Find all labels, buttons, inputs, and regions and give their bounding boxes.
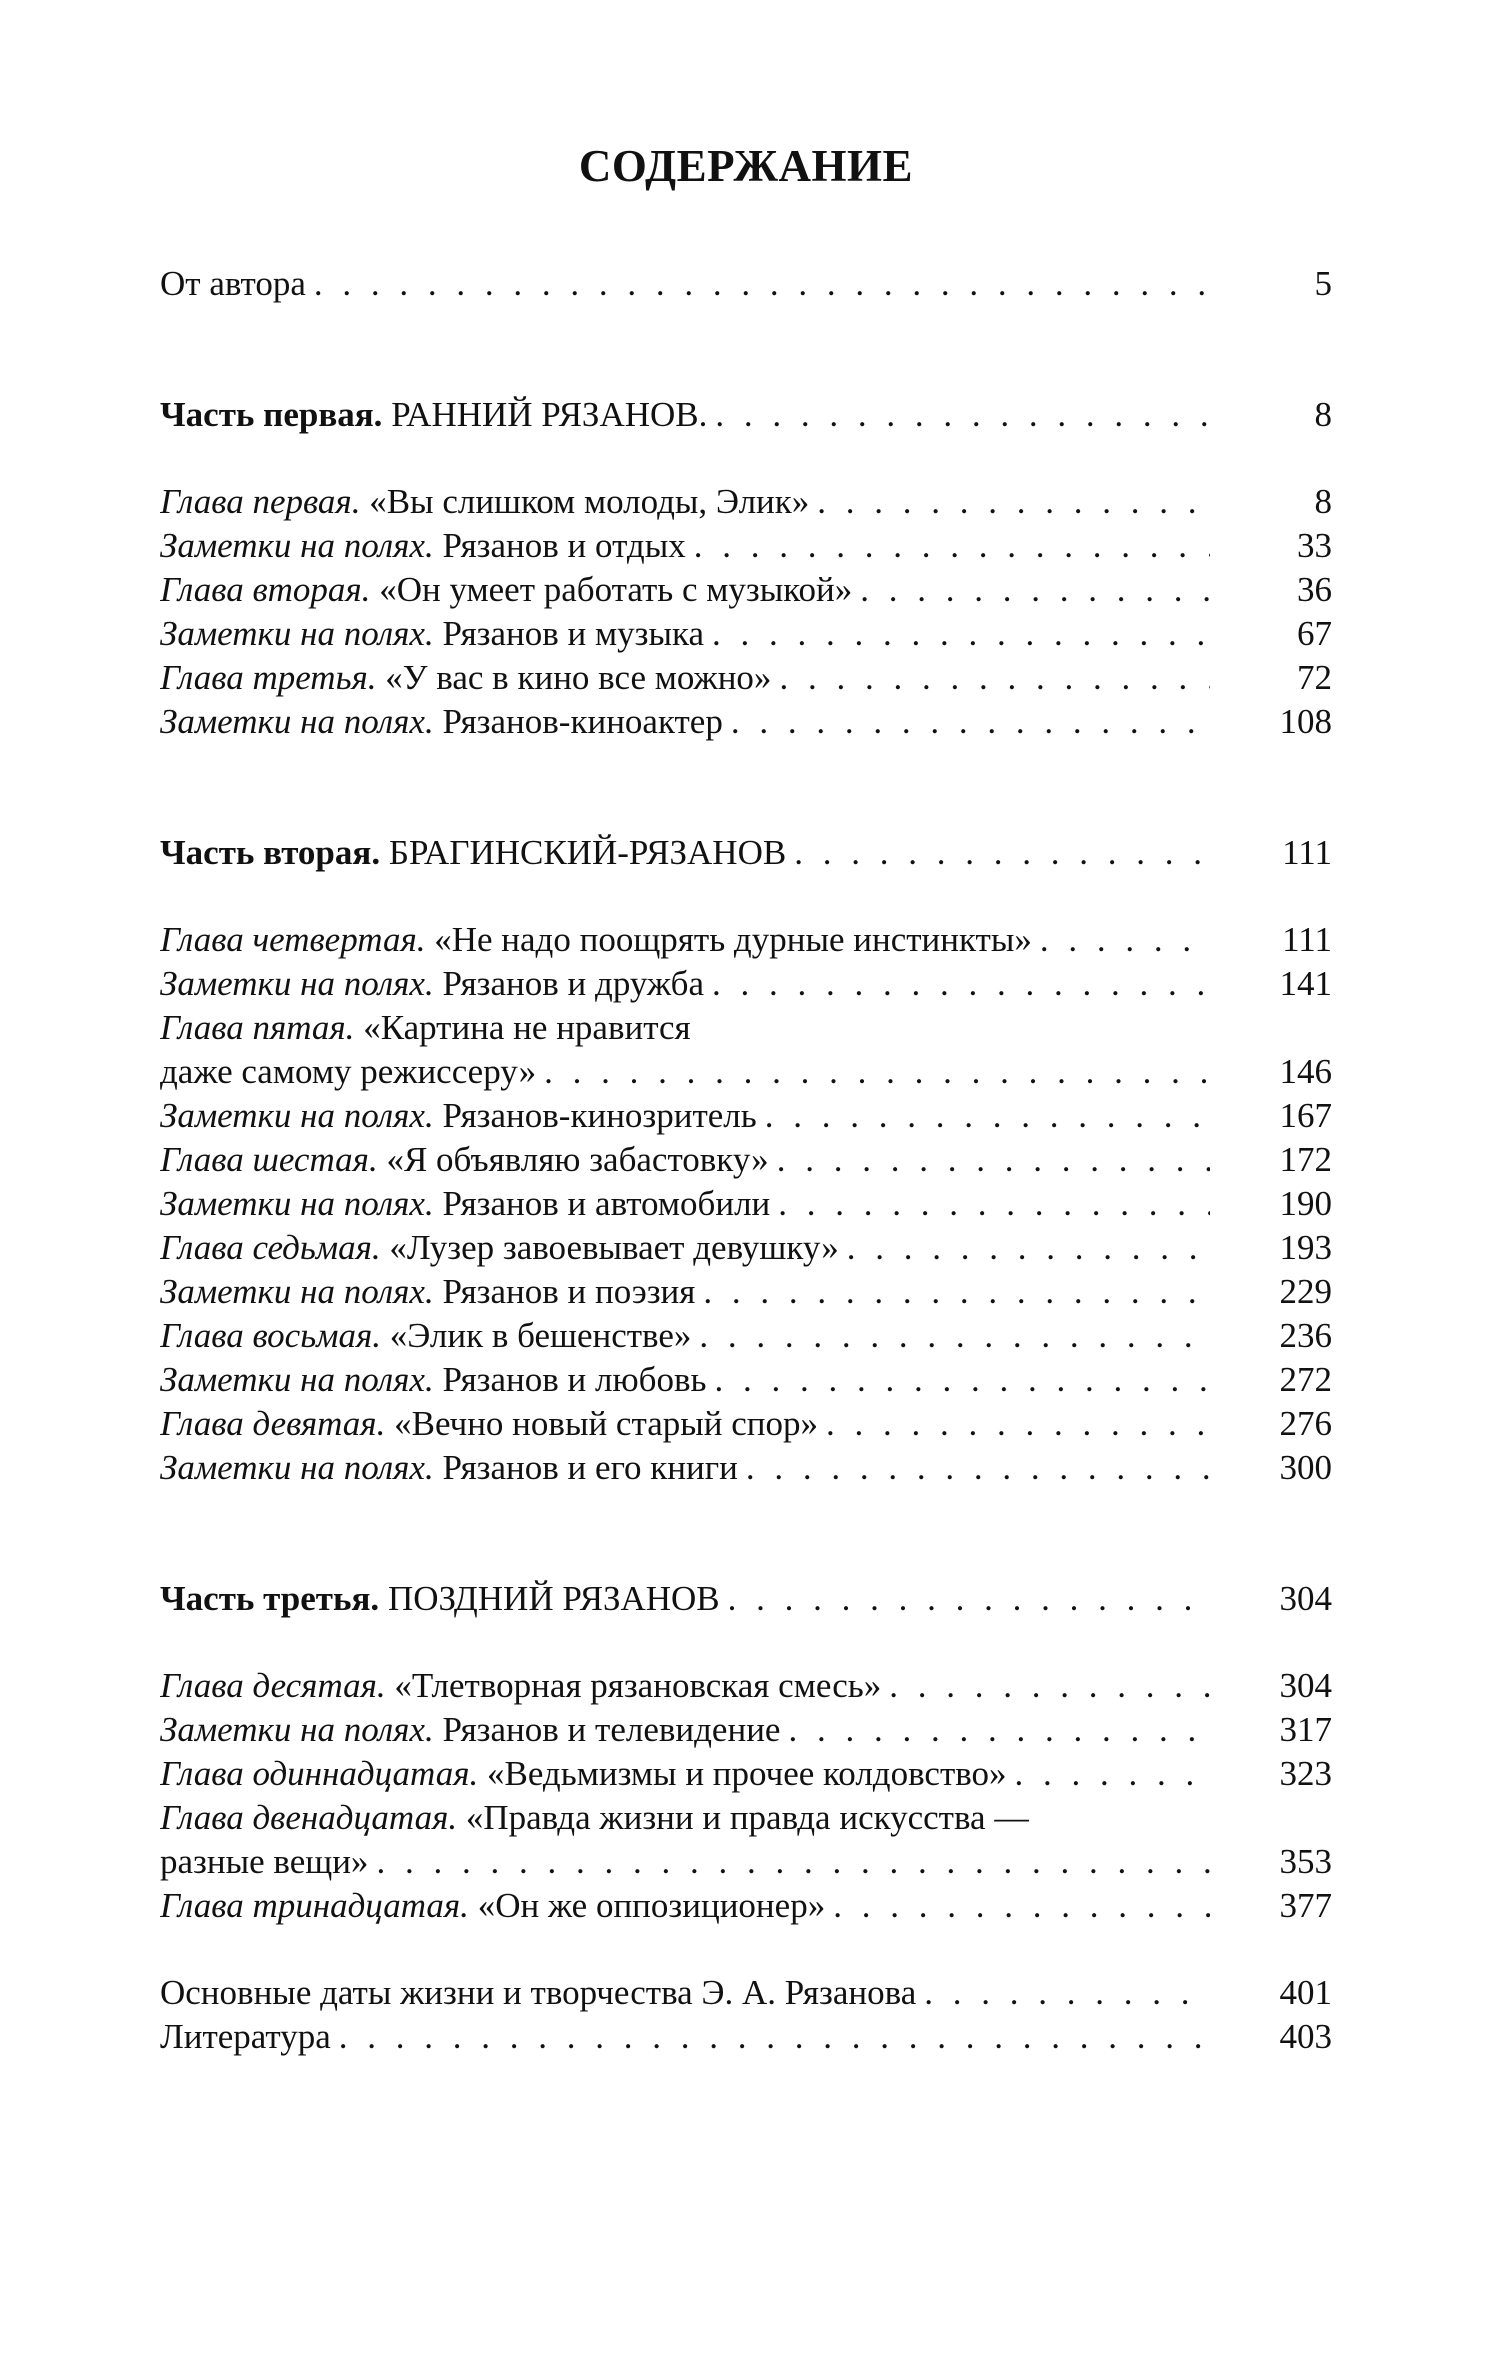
notes-title: Рязанов-киноактер [442,702,723,741]
chapter-title: «Тлетворная рязановская смесь» [394,1666,882,1705]
chapter-prefix: Глава восьмая. [160,1316,381,1355]
chapter-prefix: Глава четвертая. [160,920,426,959]
dot-leader [765,1094,1210,1138]
dot-leader [833,1884,1210,1928]
toc-page-number: 300 [1279,1448,1332,1487]
dot-leader [544,1050,1210,1094]
toc-page-number: 111 [1282,833,1332,872]
toc-entry-from-author[interactable] [160,262,1332,306]
toc-entry-part-2[interactable] [160,831,1332,875]
dot-leader [376,1840,1210,1884]
toc-page-number: 304 [1279,1666,1332,1705]
toc-page-number: 146 [1279,1052,1332,1091]
chapter-prefix: Глава тринадцатая. [160,1886,469,1925]
toc-page-number: 141 [1279,964,1332,1003]
toc-page-number: 8 [1314,395,1332,434]
dot-leader [694,524,1210,568]
chapter-title: «Вечно новый старый спор» [394,1404,818,1443]
notes-title: Рязанов и телевидение [442,1710,781,1749]
dot-leader [889,1664,1210,1708]
toc-page-number: 377 [1279,1886,1332,1925]
dot-leader [731,700,1210,744]
part-prefix: Часть первая. [160,395,383,434]
chapter-prefix: Глава шестая. [160,1140,378,1179]
toc-page [160,0,1332,2362]
chapter-prefix: Глава седьмая. [160,1228,381,1267]
notes-prefix: Заметки на полях. [160,964,434,1003]
notes-prefix: Заметки на полях. [160,702,434,741]
toc-entry-notes-1[interactable] [160,524,1332,568]
toc-page-number: 67 [1297,614,1332,653]
toc-page-number: 353 [1279,1842,1332,1881]
chapter-prefix: Глава одиннадцатая. [160,1754,479,1793]
chapter-title: «Он умеет работать с музыкой» [379,570,853,609]
toc-page-number: 33 [1297,526,1332,565]
toc-page-number: 193 [1279,1228,1332,1267]
toc-entry-chapter-11[interactable] [160,1752,1332,1796]
toc-page-number: 5 [1314,264,1332,303]
chapter-prefix: Глава пятая. [160,1008,355,1047]
toc-entry-chapter-2[interactable] [160,568,1332,612]
notes-title: Рязанов и отдых [442,526,686,565]
dot-leader [314,262,1210,306]
chapter-title: «У вас в кино все можно» [385,658,772,697]
notes-title: Рязанов и музыка [442,614,705,653]
dot-leader [714,1358,1210,1402]
dot-leader [712,962,1210,1006]
toc-entry-notes-2[interactable] [160,612,1332,656]
dot-leader [826,1402,1210,1446]
toc-entry-notes-4[interactable] [160,962,1332,1006]
dot-leader [339,2015,1210,2059]
toc-entry-part-3[interactable] [160,1577,1332,1621]
dot-leader [712,612,1210,656]
chapter-title: «Он же оппозиционер» [477,1886,826,1925]
notes-prefix: Заметки на полях. [160,1184,434,1223]
dot-leader [777,1138,1210,1182]
part-title: РАННИЙ РЯЗАНОВ. [391,395,708,434]
chapter-prefix: Глава девятая. [160,1404,386,1443]
chapter-title: «Правда жизни и правда искусства — [465,1798,1030,1837]
chapter-title: «Элик в бешенстве» [389,1316,692,1355]
part-title: БРАГИНСКИЙ-РЯЗАНОВ [388,833,787,872]
toc-entry-chapter-13[interactable] [160,1884,1332,1928]
toc-page-number: 236 [1279,1316,1332,1355]
toc-entry-chapter-9[interactable] [160,1402,1332,1446]
toc-entry-label: Литература [160,2017,331,2056]
toc-entry-chapter-7[interactable] [160,1226,1332,1270]
chapter-title: «Картина не нравится [363,1008,691,1047]
toc-page-number: 304 [1279,1579,1332,1618]
dot-leader [778,1182,1210,1226]
toc-entry-chapter-1[interactable] [160,480,1332,524]
dot-leader [924,1971,1210,2015]
dot-leader [860,568,1210,612]
toc-page-number: 8 [1314,482,1332,521]
chapter-title-continued: разные вещи» [160,1842,369,1881]
toc-entry-chapter-3[interactable] [160,656,1332,700]
chapter-title: «Ведьмизмы и прочее колдовство» [487,1754,1007,1793]
dot-leader [788,1708,1210,1752]
dot-leader [1015,1752,1210,1796]
notes-title: Рязанов-кинозритель [442,1096,757,1135]
toc-entry-notes-8[interactable] [160,1358,1332,1402]
toc-page-number: 229 [1279,1272,1332,1311]
dot-leader [715,393,1210,437]
toc-page-number: 36 [1297,570,1332,609]
chapter-title-continued: даже самому режиссеру» [160,1052,537,1091]
toc-entry-notes-7[interactable] [160,1270,1332,1314]
chapter-title: «Я объявляю забастовку» [386,1140,769,1179]
chapter-prefix: Глава третья. [160,658,377,697]
toc-entry-notes-9[interactable] [160,1446,1332,1490]
notes-title: Рязанов и его книги [442,1448,738,1487]
toc-entry-chapter-8[interactable] [160,1314,1332,1358]
toc-page-number: 276 [1279,1404,1332,1443]
toc-entry-label [160,393,707,437]
toc-page-number: 190 [1279,1184,1332,1223]
toc-entry-chapter-12-line-1[interactable] [160,1796,1332,1840]
dot-leader [779,656,1210,700]
toc-entry-notes-10[interactable] [160,1708,1332,1752]
toc-page-number: 317 [1279,1710,1332,1749]
chapter-prefix: Глава десятая. [160,1666,386,1705]
toc-entry-notes-6[interactable] [160,1182,1332,1226]
toc-page-number: 111 [1282,920,1332,959]
notes-prefix: Заметки на полях. [160,1710,434,1749]
page-title: СОДЕРЖАНИЕ [578,141,914,191]
dot-leader [794,831,1210,875]
toc-page-number: 401 [1279,1973,1332,2012]
notes-title: Рязанов и поэзия [442,1272,696,1311]
toc-entry-chapter-5-line-1[interactable] [160,1006,1332,1050]
toc-entry-chapter-12-line-2[interactable] [160,1840,1332,1884]
notes-title: Рязанов и дружба [442,964,704,1003]
part-title: ПОЗДНИЙ РЯЗАНОВ [387,1579,720,1618]
toc-page-number: 172 [1279,1140,1332,1179]
toc-entry-chapter-6[interactable] [160,1138,1332,1182]
toc-page-number: 108 [1279,702,1332,741]
toc-entry-chapter-10[interactable] [160,1664,1332,1708]
dot-leader [847,1226,1210,1270]
notes-prefix: Заметки на полях. [160,1272,434,1311]
toc-entry-part-1[interactable] [160,393,1332,437]
notes-prefix: Заметки на полях. [160,614,434,653]
toc-entry-notes-5[interactable] [160,1094,1332,1138]
toc-page-number: 272 [1279,1360,1332,1399]
notes-prefix: Заметки на полях. [160,1360,434,1399]
notes-title: Рязанов и любовь [442,1360,707,1399]
dot-leader [817,480,1210,524]
chapter-prefix: Глава двенадцатая. [160,1798,458,1837]
toc-entry-chapter-4[interactable] [160,918,1332,962]
toc-entry-dates[interactable] [160,1971,1332,2015]
toc-entry-label: От автора [160,264,306,303]
chapter-title: «Лузер завоевывает девушку» [389,1228,839,1267]
dot-leader [699,1314,1210,1358]
dot-leader [703,1270,1210,1314]
chapter-prefix: Глава вторая. [160,570,371,609]
chapter-title: «Не надо поощрять дурные инстинкты» [434,920,1032,959]
dot-leader [1040,918,1210,962]
chapter-prefix: Глава первая. [160,482,361,521]
toc-page-number: 323 [1279,1754,1332,1793]
toc-page-number: 72 [1297,658,1332,697]
toc-entry-chapter-5-line-2[interactable] [160,1050,1332,1094]
dot-leader [746,1446,1210,1490]
part-prefix: Часть вторая. [160,833,381,872]
dot-leader [728,1577,1210,1621]
notes-prefix: Заметки на полях. [160,526,434,565]
part-prefix: Часть третья. [160,1579,380,1618]
toc-entry-label: Основные даты жизни и творчества Э. А. Рязанова [160,1973,917,2012]
table-of-contents [160,262,1332,2059]
toc-entry-notes-3[interactable] [160,700,1332,744]
notes-title: Рязанов и автомобили [442,1184,771,1223]
toc-entry-literature[interactable] [160,2015,1332,2059]
notes-prefix: Заметки на полях. [160,1448,434,1487]
chapter-title: «Вы слишком молоды, Элик» [369,482,810,521]
notes-prefix: Заметки на полях. [160,1096,434,1135]
toc-page-number: 167 [1279,1096,1332,1135]
toc-page-number: 403 [1279,2017,1332,2056]
